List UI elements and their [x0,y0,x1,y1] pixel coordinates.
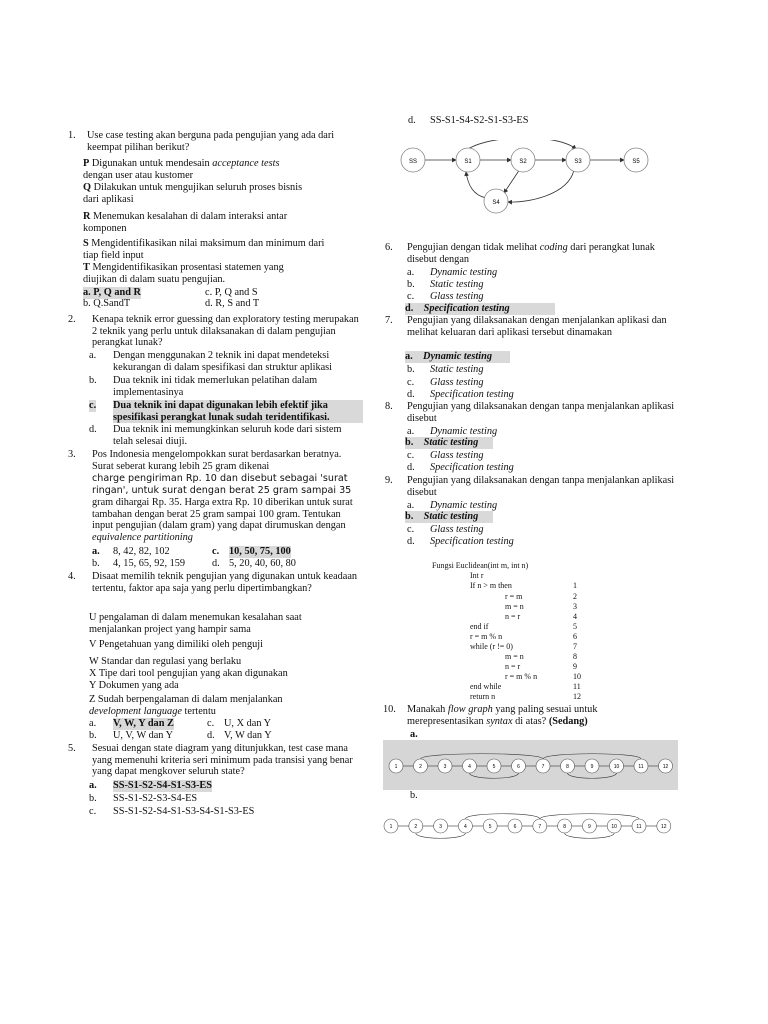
svg-text:7: 7 [538,824,542,830]
q2-d-label: d. [89,424,97,435]
flow-node-10 [607,819,621,833]
q2-option-b: Dua teknik ini tidak memerlukan pelatihan dalam implementasinya [113,375,318,398]
q3-option-c: 10, 50, 75, 100 [229,546,291,557]
q4-factor-y: Y Dokumen yang ada [89,680,179,691]
flow-node-1 [384,819,398,833]
q7-b-label: b. [407,364,415,375]
q10-a-label: a. [410,729,418,740]
flow-node-4 [458,819,472,833]
code-line-5: m = n [505,602,524,611]
q10-stem-line-2: merepresentasikan syntax di atas? (Sedang) [407,716,588,727]
state-node-s2 [511,148,535,172]
code-number-7: 7 [573,642,577,651]
flow-node-8 [561,759,575,773]
q4-factor-w: W Standar dan regulasi yang berlaku [89,656,242,667]
state-node-s4 [484,189,508,213]
q7-option-a: a. Dynamic testing [405,351,510,363]
q5-b-label: b. [89,793,97,804]
q9-option-d: Specification testing [430,536,514,547]
svg-text:SS: SS [408,159,418,165]
q9-c-label: c. [407,524,415,535]
flow-arc [465,814,539,819]
svg-text:S2: S2 [519,159,527,165]
q8-option-d: Specification testing [430,462,514,473]
q1-statement-s: S Mengidentifikasikan nilai maksimum dan minimum dari [83,238,325,249]
code-number-1: 1 [573,581,577,590]
state-node-s1 [456,148,480,172]
code-line-12: r = m % n [505,672,538,681]
q6-stem: Pengujian dengan tidak melihat coding dari perangkat lunak disebut dengan [407,242,655,265]
q9-a-label: a. [407,500,415,511]
code-number-5: 5 [573,622,577,631]
flow-graph-b [378,802,678,847]
q6-option-a: Dynamic testing [430,267,498,278]
q1-stem: Use case testing akan berguna pada pengujian yang ada dari keempat pilihan berikut? [87,130,335,153]
svg-text:1: 1 [389,824,393,830]
code-number-11: 11 [573,682,581,691]
flow-node-2 [414,759,428,773]
flow-node-3 [438,759,452,773]
q5-c-label: c. [89,806,97,817]
code-number-9: 9 [573,662,577,671]
q2-a-label: a. [89,350,97,361]
code-line-3: If n > m then [470,581,512,590]
q5-stem: Sesuai dengan state diagram yang ditunjukkan, test case mana yang memenuhi kriteria seri minimum pada transisi yang benar yang dapat mengkover seluruh state? [92,743,353,777]
q6-number: 6. [385,242,393,253]
flow-arc [565,833,615,838]
q3-b-label: b. [92,558,100,569]
svg-text:4: 4 [468,764,471,770]
q4-number: 4. [68,571,76,582]
flow-node-12 [657,819,671,833]
svg-text:12: 12 [662,764,669,770]
q5-option-a: SS-S1-S2-S4-S1-S3-ES [113,780,212,791]
q4-a-label: a. [89,718,97,729]
q6-option-b: Static testing [430,279,484,290]
q4-d-label: d. [207,730,215,741]
code-line-14: return n [470,692,496,701]
q6-option-d: d. Specification testing [405,303,555,315]
q7-d-label: d. [407,389,415,400]
q3-option-a: 8, 42, 82, 102 [113,546,170,557]
code-number-6: 6 [573,632,577,641]
q1-option-b: b. Q.SandT [83,298,131,309]
q8-c-label: c. [407,450,415,461]
q7-option-c: Glass testing [430,377,484,388]
q5-option-d: SS-S1-S4-S2-S1-S3-ES [430,115,529,126]
code-line-8: r = m % n [470,632,503,641]
q3-option-b: 4, 15, 65, 92, 159 [113,558,186,569]
q2-b-label: b. [89,375,97,386]
q2-option-c: Dua teknik ini dapat digunakan lebih efektif jika spesifikasi perangkat lunak sudah teridentifikasi. [113,400,363,423]
q8-number: 8. [385,401,393,412]
q6-a-label: a. [407,267,415,278]
svg-text:1: 1 [394,764,398,770]
code-line-4: r = m [505,592,523,601]
q4-option-c: U, X dan Y [224,718,272,729]
q1-statement-s-cont: tiap field input [83,250,144,261]
q1-statement-q: Q Dilakukan untuk mengujikan seluruh proses bisnis [83,182,303,193]
q1-option-c: c. P, Q and S [205,287,258,298]
q7-option-d: Specification testing [430,389,514,400]
q4-factor-u-cont: menjalankan project yang hampir sama [89,624,251,635]
svg-text:2: 2 [419,764,422,770]
flow-node-4 [463,759,477,773]
svg-text:5: 5 [488,824,492,830]
q8-d-label: d. [407,462,415,473]
q3-stem-1: Pos Indonesia mengelompokkan surat berdasarkan beratnya. Surat seberat kurang lebih 25 gram dikenai [92,449,342,472]
flow-node-7 [536,759,550,773]
svg-text:8: 8 [566,764,569,770]
svg-text:7: 7 [541,764,545,770]
flow-node-5 [487,759,501,773]
q4-factor-x: X Tipe dari tool pengujian yang akan digunakan [89,668,288,679]
state-node-s5 [624,148,648,172]
code-line-11: n = r [505,662,521,671]
q1-statement-r: R Menemukan kesalahan di dalam interaksi antar [83,211,288,222]
code-line-9: while (r != 0) [470,642,513,651]
flow-node-6 [508,819,522,833]
q10-b-label: b. [410,790,418,801]
code-line-6: n = r [505,612,521,621]
q4-factor-u: U pengalaman di dalam menemukan kesalahan saat [89,612,302,623]
svg-text:S3: S3 [574,159,582,165]
q1-statement-q-cont: dari aplikasi [83,194,134,205]
code-number-12: 12 [573,692,581,701]
q9-option-a: Dynamic testing [430,500,498,511]
q8-a-label: a. [407,426,415,437]
q4-factor-z-cont: development language tertentu [89,706,216,717]
q3-stem-3: gram dihargai Rp. 35. Harga extra Rp. 10 diberikan untuk surat tambahan dengan berat 25 gram sampai 100 gram. Tentukan input pengujian (dalam gram) yang dapat dirumuskan dengan equivalence partitioning [92,497,353,543]
code-line-1: Fungsi Euclidean(int m, int n) [432,561,529,570]
q1-statement-r-cont: komponen [83,223,127,234]
q1-number: 1. [68,130,76,141]
svg-text:S4: S4 [492,200,500,206]
state-node-s3 [566,148,590,172]
q3-a-label: a. [92,546,100,557]
q2-option-a: Dengan menggunakan 2 teknik ini dapat mendeteksi kekurangan di dalam spesifikasi dan struktur aplikasi [113,350,333,373]
svg-text:5: 5 [492,764,496,770]
q3-option-d: 5, 20, 40, 60, 80 [229,558,296,569]
svg-text:9: 9 [590,764,594,770]
flow-node-6 [512,759,526,773]
state-node-ss [401,148,425,172]
q4-factor-z: Z Sudah berpengalaman di dalam menjalankan [89,694,283,705]
q4-c-label: c. [207,718,215,729]
flow-node-12 [659,759,673,773]
q4-stem: Disaat memilih teknik pengujian yang digunakan untuk keadaan tertentu, faktor apa saja yang perlu dipertimbangkan? [92,571,358,594]
flow-node-11 [634,759,648,773]
q6-c-label: c. [407,291,415,302]
code-line-7: end if [470,622,489,631]
flow-node-7 [533,819,547,833]
q7-stem: Pengujian yang dilaksanakan dengan menjalankan aplikasi dan melihat keluaran dari aplikasi tersebut dinamakan [407,315,667,338]
flow-arc [416,833,466,838]
q9-option-b: b. Static testing [405,511,493,523]
q7-c-label: c. [407,377,415,388]
q8-option-a: Dynamic testing [430,426,498,437]
flow-node-1 [389,759,403,773]
q9-stem: Pengujian yang dilaksanakan dengan tanpa menjalankan aplikasi disebut [407,475,675,498]
svg-text:6: 6 [513,824,517,830]
q2-number: 2. [68,314,76,325]
q9-number: 9. [385,475,393,486]
code-line-2: Int r [470,571,484,580]
svg-text:8: 8 [563,824,566,830]
code-number-10: 10 [573,672,581,681]
q2-stem: Kenapa teknik error guessing dan exploratory testing merupakan 2 teknik yang perlu untuk dilaksanakan di dalam pengujian perangkat lunak? [92,314,359,348]
code-line-10: m = n [505,652,524,661]
q3-stem-2: charge pengiriman Rp. 10 dan disebut sebagai 'surat ringan', untuk surat dengan berat 25 gram sampai 35 [92,473,352,496]
flow-node-5 [483,819,497,833]
q4-b-label: b. [89,730,97,741]
q1-option-a: a. P, Q and R [83,287,141,298]
flow-node-8 [558,819,572,833]
flow-node-10 [610,759,624,773]
flow-arc [540,814,639,819]
q10-stem-line-1: Manakah flow graph yang paling sesuai untuk [407,704,598,715]
svg-text:S1: S1 [464,159,472,165]
code-line-13: end while [470,682,502,691]
q1-statement-p-cont: dengan user atau kustomer [83,170,194,181]
q5-option-b: SS-S1-S2-S3-S4-ES [113,793,198,804]
code-number-3: 3 [573,602,577,611]
q8-option-c: Glass testing [430,450,484,461]
flow-graph-a [383,740,678,790]
q2-c-label: c. [89,400,97,411]
q6-option-c: Glass testing [430,291,484,302]
svg-text:10: 10 [611,824,617,830]
q5-a-label: a. [89,780,97,791]
svg-text:3: 3 [439,824,442,830]
svg-text:2: 2 [414,824,418,830]
code-number-8: 8 [573,652,577,661]
svg-text:6: 6 [517,764,520,770]
q1-statement-t-cont: diujikan di dalam suatu pengujian. [83,274,226,285]
flow-node-9 [585,759,599,773]
q3-number: 3. [68,449,76,460]
q4-option-a: V, W, Y dan Z [113,718,174,729]
q1-statement-t: T Mengidentifikasikan prosentasi statemen yang [83,262,284,273]
svg-text:10: 10 [613,764,620,770]
q3-c-label: c. [212,546,220,557]
svg-text:11: 11 [638,764,644,770]
q6-b-label: b. [407,279,415,290]
svg-text:S5: S5 [632,159,640,165]
q4-option-d: V, W dan Y [224,730,272,741]
svg-text:4: 4 [464,824,467,830]
q1-option-d: d. R, S and T [205,298,260,309]
code-number-4: 4 [573,612,577,621]
svg-text:12: 12 [661,824,667,830]
q8-option-b: b. Static testing [405,437,493,449]
q2-option-d: Dua teknik ini memungkinkan seluruh kode dari sistem telah selesai diuji. [113,424,342,447]
state-diagram [398,140,658,218]
q1-statement-p: P Digunakan untuk mendesain acceptance tests [83,158,280,169]
flow-node-3 [434,819,448,833]
q7-option-b: Static testing [430,364,484,375]
code-number-2: 2 [573,592,577,601]
q7-number: 7. [385,315,393,326]
flow-node-2 [409,819,423,833]
q4-factor-v: V Pengetahuan yang dimiliki oleh penguji [89,639,263,650]
q10-number: 10. [383,704,396,715]
flow-node-11 [632,819,646,833]
q9-option-c: Glass testing [430,524,484,535]
q8-stem: Pengujian yang dilaksanakan dengan tanpa menjalankan aplikasi disebut [407,401,675,424]
svg-text:9: 9 [588,824,591,830]
q9-d-label: d. [407,536,415,547]
q4-option-b: U, V, W dan Y [113,730,174,741]
q5-option-c: SS-S1-S2-S4-S1-S3-S4-S1-S3-ES [113,806,255,817]
svg-text:3: 3 [443,764,447,770]
q3-d-label: d. [212,558,220,569]
svg-text:11: 11 [636,824,642,830]
q5-number: 5. [68,743,76,754]
q5-d-label: d. [408,115,416,126]
flow-node-9 [582,819,596,833]
